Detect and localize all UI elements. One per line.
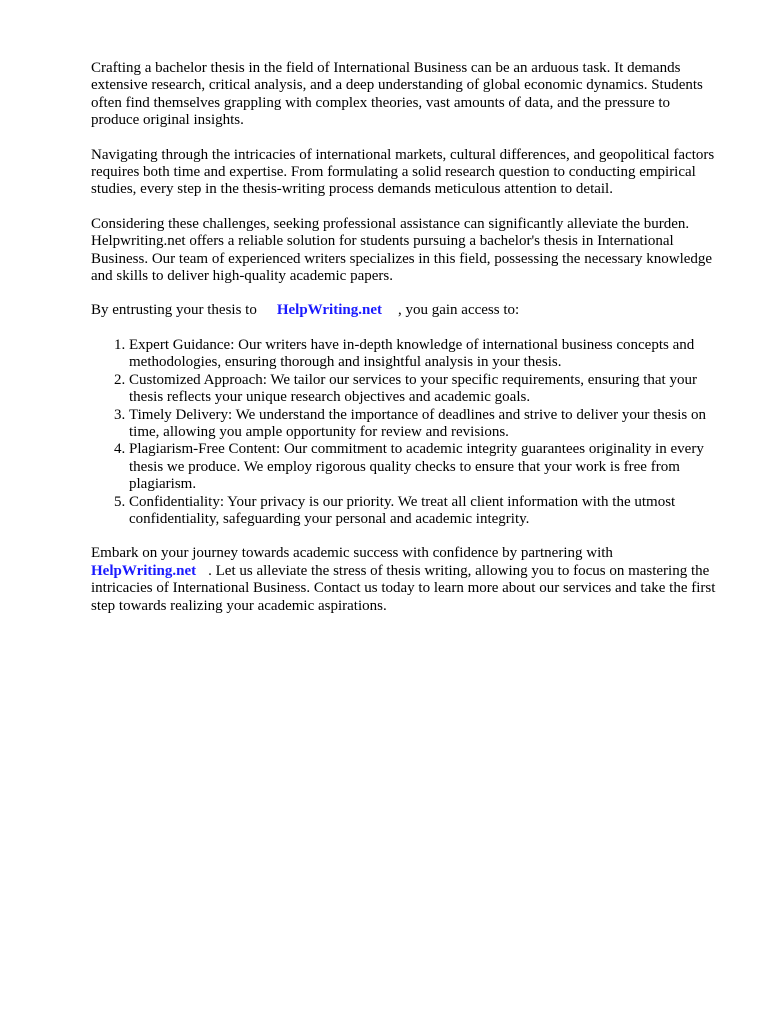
benefits-list (91, 337, 721, 528)
list-item: 2. Customized Approach: We tailor our services to your specific requirements, ensuring that your thesis reflects your unique research objectives and academic goals. (129, 372, 721, 407)
paragraph-assistance: Considering these challenges, seeking professional assistance can significantly alleviate the burden. Helpwriting.net offers a reliable solution for students pursuing a bachelor's thesis in International Business. Our team of experienced writers specializes in this field, possessing the necessary knowledge and skills to deliver high-quality academic papers. (91, 215, 713, 285)
list-item: 1. Expert Guidance: Our writers have in-depth knowledge of international business concepts and methodologies, ensuring thorough and insightful analysis in your thesis. (129, 337, 721, 372)
paragraph-entrusting (91, 302, 721, 319)
helpwriting-link-closing[interactable]: HelpWriting.net (91, 562, 197, 579)
closing-text-after: . Let us alleviate the stress of thesis writing, allowing you to focus on mastering the intricacies of International Business. Contact us today to learn more about our services and take the first step towards realizing your academic aspirations. (91, 562, 716, 614)
paragraph-navigating: Navigating through the intricacies of international markets, cultural differences, and geopolitical factors requires both time and expertise. From formulating a solid research question to conducting empirical studies, every step in the thesis-writing process demands meticulous attention to detail. (91, 146, 715, 198)
entrusting-text-after: , you gain access to: (397, 302, 520, 319)
document-page (91, 60, 721, 632)
list-item: 5. Confidentiality: Your privacy is our priority. We treat all client information with the utmost confidentiality, safeguarding your personal and academic integrity. (129, 494, 721, 529)
list-item: 4. Plagiarism-Free Content: Our commitment to academic integrity guarantees originality in every thesis we produce. We employ rigorous quality checks to ensure that your work is free from plagiarism. (129, 441, 721, 493)
list-item: 3. Timely Delivery: We understand the importance of deadlines and strive to deliver your thesis on time, allowing you ample opportunity for review and revisions. (129, 407, 721, 442)
closing-text-before: Embark on your journey towards academic success with confidence by partnering with (91, 545, 613, 562)
paragraph-intro-challenge: Crafting a bachelor thesis in the field of International Business can be an arduous task. It demands extensive research, critical analysis, and a deep understanding of global economic dynamics. Students often find themselves grappling with complex theories, vast amounts of data, and the pressure to produce original insights. (91, 60, 703, 129)
entrusting-text-before: By entrusting your thesis to (91, 302, 257, 319)
paragraph-closing (91, 545, 721, 615)
helpwriting-link[interactable]: HelpWriting.net (276, 302, 382, 319)
